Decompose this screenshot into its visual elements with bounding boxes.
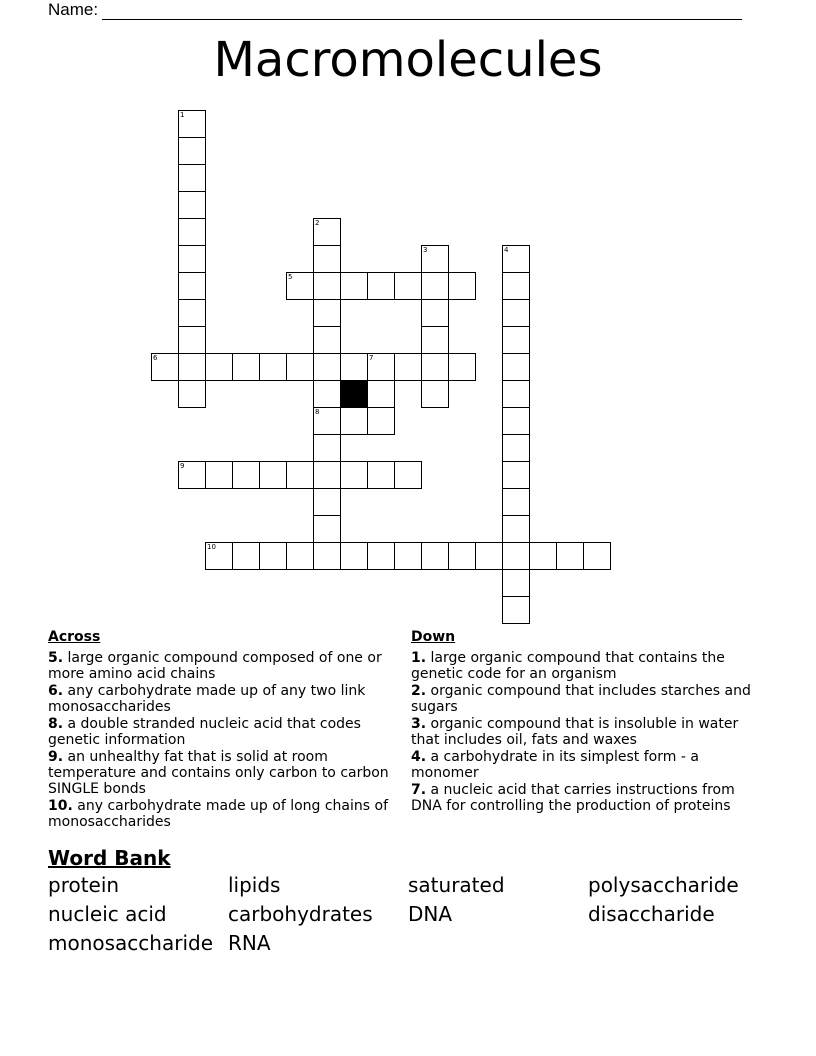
crossword-cell[interactable]	[178, 272, 206, 300]
clue-text: any carbohydrate made up of any two link monosaccharides	[48, 683, 366, 715]
crossword-cell[interactable]	[178, 380, 206, 408]
crossword-cell[interactable]	[340, 542, 368, 570]
crossword-cell[interactable]	[502, 596, 530, 624]
clue-text: large organic compound that contains the genetic code for an organism	[411, 650, 725, 682]
clue-number: 10.	[48, 798, 73, 814]
across-clues	[48, 629, 404, 831]
crossword-cell[interactable]	[178, 164, 206, 192]
crossword-cell[interactable]	[502, 407, 530, 435]
clue-number-label: 1	[180, 111, 185, 119]
crossword-cell[interactable]	[502, 245, 530, 273]
clue-number-label: 4	[504, 246, 509, 254]
crossword-cell[interactable]	[340, 407, 368, 435]
clue-number-label: 5	[288, 273, 293, 281]
clue-number-label: 7	[369, 354, 374, 362]
crossword-cell[interactable]	[502, 488, 530, 516]
crossword-cell[interactable]	[313, 245, 341, 273]
clue-number-label: 6	[153, 354, 158, 362]
clue-text: large organic compound composed of one or more amino acid chains	[48, 650, 382, 682]
word-bank-item: lipids	[228, 873, 281, 897]
clue-number: 5.	[48, 650, 64, 666]
crossword-cell[interactable]	[367, 542, 395, 570]
crossword-cell[interactable]	[502, 569, 530, 597]
word-bank-item: disaccharide	[588, 902, 715, 926]
crossword-cell[interactable]	[286, 353, 314, 381]
crossword-cell[interactable]	[556, 542, 584, 570]
crossword-cell[interactable]	[313, 515, 341, 543]
crossword-cell[interactable]	[313, 542, 341, 570]
clue-number: 4.	[411, 749, 427, 765]
crossword-cell[interactable]	[367, 407, 395, 435]
crossword-cell[interactable]	[313, 407, 341, 435]
crossword-cell[interactable]	[178, 326, 206, 354]
crossword-cell[interactable]	[313, 272, 341, 300]
crossword-cell[interactable]	[421, 299, 449, 327]
crossword-cell[interactable]	[178, 191, 206, 219]
clue-number-label: 2	[315, 219, 320, 227]
crossword-cell[interactable]	[232, 542, 260, 570]
clue-text: organic compound that includes starches and sugars	[411, 683, 751, 715]
clue-number-label: 3	[423, 246, 428, 254]
crossword-cell[interactable]	[367, 272, 395, 300]
crossword-cell[interactable]	[286, 542, 314, 570]
crossword-cell[interactable]	[502, 272, 530, 300]
clue-number-label: 10	[207, 543, 216, 551]
crossword-cell[interactable]	[394, 353, 422, 381]
crossword-cell[interactable]	[178, 353, 206, 381]
clue-text: a carbohydrate in its simplest form - a monomer	[411, 749, 699, 781]
crossword-cell[interactable]	[448, 353, 476, 381]
crossword-cell[interactable]	[178, 137, 206, 165]
clue-number: 6.	[48, 683, 64, 699]
across-clue	[48, 683, 404, 715]
crossword-cell[interactable]	[313, 326, 341, 354]
crossword-cell[interactable]	[286, 272, 314, 300]
crossword-cell[interactable]	[259, 542, 287, 570]
clue-number: 1.	[411, 650, 427, 666]
clue-number: 2.	[411, 683, 427, 699]
down-clue	[411, 749, 767, 781]
crossword-cell[interactable]	[421, 353, 449, 381]
crossword-cell[interactable]	[529, 542, 557, 570]
crossword-cell[interactable]	[178, 299, 206, 327]
crossword-cell[interactable]	[421, 326, 449, 354]
crossword-cell[interactable]	[313, 461, 341, 489]
across-clue	[48, 716, 404, 748]
crossword-cell[interactable]	[367, 461, 395, 489]
down-clue	[411, 683, 767, 715]
across-clue	[48, 798, 404, 830]
crossword-cell[interactable]	[583, 542, 611, 570]
page-title: Macromolecules	[213, 32, 603, 88]
name-label: Name:	[48, 0, 99, 19]
crossword-cell[interactable]	[394, 461, 422, 489]
crossword-cell[interactable]	[394, 542, 422, 570]
clue-number: 8.	[48, 716, 64, 732]
crossword-cell[interactable]	[502, 542, 530, 570]
crossword-cell[interactable]	[313, 380, 341, 408]
clue-number-label: 9	[180, 462, 185, 470]
crossword-cell[interactable]	[394, 272, 422, 300]
word-bank-item: polysaccharide	[588, 873, 739, 897]
clue-text: an unhealthy fat that is solid at room temperature and contains only carbon to carbon SINGLE bonds	[48, 749, 389, 797]
crossword-cell[interactable]	[313, 299, 341, 327]
crossword-cell[interactable]	[502, 299, 530, 327]
down-clue	[411, 650, 767, 682]
word-bank-item: saturated	[408, 873, 505, 897]
crossword-cell[interactable]	[205, 461, 233, 489]
crossword-cell[interactable]	[313, 488, 341, 516]
crossword-cell[interactable]	[502, 353, 530, 381]
crossword-cell[interactable]	[367, 380, 395, 408]
crossword-cell[interactable]	[367, 353, 395, 381]
crossword-cell[interactable]	[502, 461, 530, 489]
crossword-cell[interactable]	[205, 353, 233, 381]
crossword-cell[interactable]	[502, 434, 530, 462]
crossword-cell[interactable]	[313, 353, 341, 381]
word-bank-item: DNA	[408, 902, 453, 926]
word-bank-item: nucleic acid	[48, 902, 167, 926]
down-clue	[411, 782, 767, 814]
crossword-cell[interactable]	[151, 353, 179, 381]
crossword-cell[interactable]	[286, 461, 314, 489]
across-heading: Across	[48, 629, 101, 645]
crossword-cell[interactable]	[448, 272, 476, 300]
crossword-cell[interactable]	[313, 434, 341, 462]
clue-text: organic compound that is insoluble in water that includes oil, fats and waxes	[411, 716, 739, 748]
down-heading: Down	[411, 629, 456, 645]
word-bank	[48, 873, 808, 955]
clue-text: a nucleic acid that carries instructions from DNA for controlling the production of proteins	[411, 782, 735, 814]
crossword-cell[interactable]	[178, 461, 206, 489]
crossword-cell[interactable]	[448, 542, 476, 570]
crossword-cell[interactable]	[178, 218, 206, 246]
crossword-cell[interactable]	[313, 218, 341, 246]
crossword-cell[interactable]	[340, 353, 368, 381]
crossword-cell[interactable]	[421, 272, 449, 300]
crossword-cell[interactable]	[205, 542, 233, 570]
across-clue	[48, 650, 404, 682]
clue-number: 9.	[48, 749, 64, 765]
clue-text: any carbohydrate made up of long chains of monosaccharides	[48, 798, 389, 830]
crossword-cell[interactable]	[502, 515, 530, 543]
crossword-cell[interactable]	[232, 353, 260, 381]
word-bank-item: monosaccharide	[48, 931, 214, 955]
word-bank-title: Word Bank	[48, 846, 171, 870]
crossword-cell[interactable]	[178, 110, 206, 138]
crossword-cell[interactable]	[502, 326, 530, 354]
crossword-cell[interactable]	[421, 542, 449, 570]
across-clue	[48, 749, 404, 797]
crossword-cell[interactable]	[340, 461, 368, 489]
crossword-cell[interactable]	[421, 380, 449, 408]
clue-text: a double stranded nucleic acid that codes genetic information	[48, 716, 361, 748]
clue-number: 7.	[411, 782, 427, 798]
down-clue	[411, 716, 767, 748]
clue-number-label: 8	[315, 408, 320, 416]
crossword-block	[340, 380, 368, 408]
crossword-cell[interactable]	[502, 380, 530, 408]
down-clues	[411, 629, 767, 815]
word-bank-item: protein	[48, 873, 120, 897]
word-bank-item: RNA	[228, 931, 271, 955]
crossword-cell[interactable]	[259, 353, 287, 381]
crossword-cell[interactable]	[475, 542, 503, 570]
word-bank-item: carbohydrates	[228, 902, 373, 926]
crossword-cell[interactable]	[421, 245, 449, 273]
crossword-cell[interactable]	[259, 461, 287, 489]
clue-number: 3.	[411, 716, 427, 732]
crossword-cell[interactable]	[232, 461, 260, 489]
crossword-cell[interactable]	[178, 245, 206, 273]
crossword-cell[interactable]	[340, 272, 368, 300]
